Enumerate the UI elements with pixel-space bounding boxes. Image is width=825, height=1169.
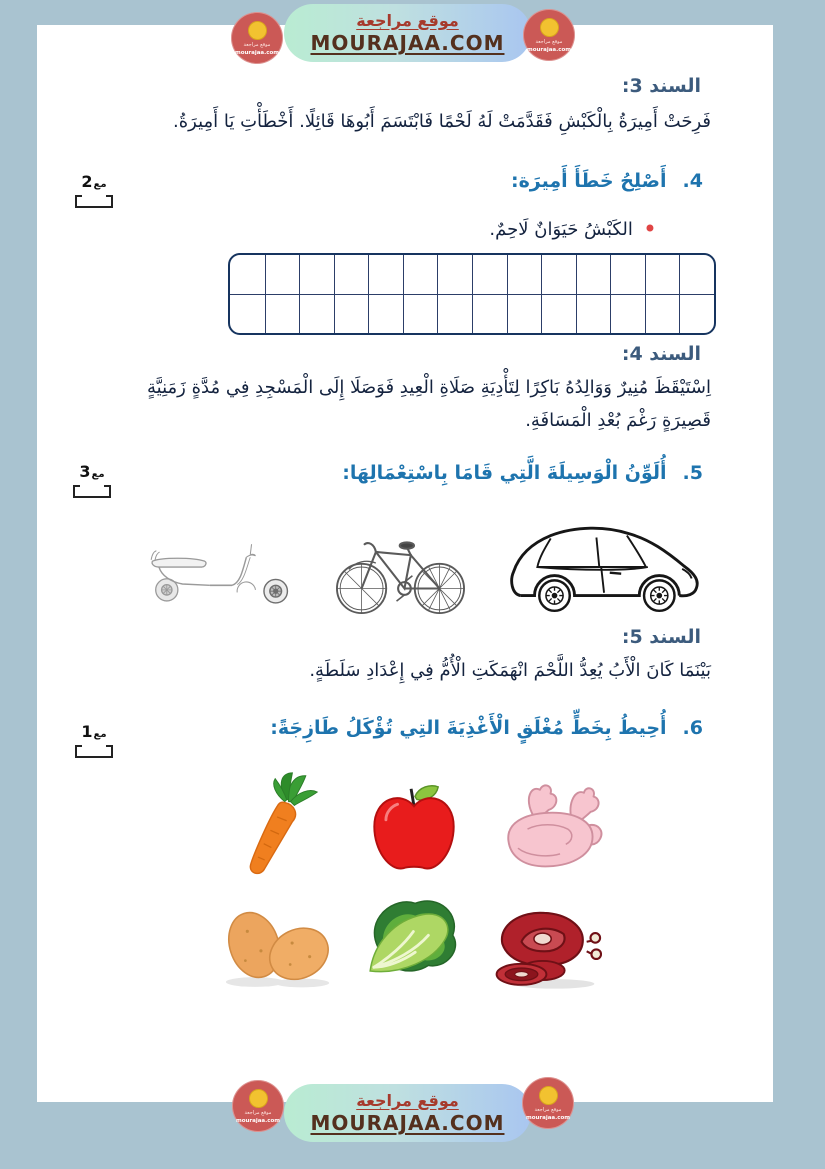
grid-cell[interactable]	[472, 255, 507, 294]
marks-box	[73, 485, 111, 498]
marks-box	[75, 745, 113, 758]
question6-prompt: أُحِيطُ بِخَطٍّ مُغْلَقٍ الْأَغْذِيَةَ التِي تُؤْكَلُ طَازِجَةً:	[270, 717, 667, 739]
grid-cell[interactable]	[679, 294, 714, 333]
badge-arabic-label: موقع مراجعة	[244, 1109, 272, 1116]
grid-cell[interactable]	[610, 294, 645, 333]
raw-chicken-image[interactable]	[495, 780, 605, 880]
grid-cell[interactable]	[368, 255, 403, 294]
grid-cell[interactable]	[265, 255, 300, 294]
site-domain-link[interactable]: MOURAJAA.COM	[310, 1110, 505, 1135]
grid-cell[interactable]	[230, 255, 265, 294]
marks-value: 2	[81, 172, 93, 191]
site-banner-header	[284, 4, 531, 62]
potatoes-image[interactable]	[222, 900, 334, 990]
sanad4-text: اِسْتَيْقَظَ مُنِيرٌ وَوَالِدُهُ بَاكِرًا لِتَأْدِيَةِ صَلَاةِ الْعِيدِ فَوَصَلَا إِلَى الْمَسْجِدِ فِي مُدَّةٍ زَمَنِيَّةٍ قَصِيرَةٍ رَغْمَ بُعْدِ الْمَسَافَةِ.	[147, 377, 711, 432]
site-badge-bottom-right	[522, 1077, 574, 1129]
book-logo-icon	[539, 1086, 558, 1105]
grid-cell[interactable]	[576, 294, 611, 333]
grid-cell[interactable]	[230, 294, 265, 333]
marks-value: 1	[81, 722, 93, 741]
apple-image[interactable]	[370, 783, 458, 875]
question5-marks	[73, 462, 111, 498]
site-banner-footer	[284, 1084, 531, 1142]
question4-heading	[511, 170, 703, 192]
question4-marks	[75, 172, 113, 208]
grid-cell[interactable]	[645, 294, 680, 333]
grid-cell[interactable]	[403, 294, 438, 333]
question6-number: 6.	[682, 717, 703, 739]
scooter-image[interactable]	[142, 517, 292, 621]
question5-heading	[342, 462, 703, 484]
lettuce-image[interactable]	[357, 891, 465, 989]
grid-cell[interactable]	[576, 255, 611, 294]
site-badge-top-right	[523, 9, 575, 61]
question5-prompt: أُلَوِّنُ الْوَسِيلَةَ الَّتِي قَامَا بِاسْتِعْمَالِهَا:	[342, 462, 667, 484]
grid-cell[interactable]	[368, 294, 403, 333]
site-badge-bottom-left	[232, 1080, 284, 1132]
sanad3-title: السند 3:	[621, 75, 701, 97]
grid-cell[interactable]	[265, 294, 300, 333]
question5-number: 5.	[682, 462, 703, 484]
book-logo-icon	[540, 18, 559, 37]
sanad5-title: السند 5:	[621, 626, 701, 648]
sanad5-text: بَيْنَمَا كَانَ الْأَبُ يُعِدُّ اللَّحْمَ انْهَمَكَتِ الْأُمُّ فِي إِعْدَادِ سَلَطَةٍ.	[309, 660, 711, 681]
car-image[interactable]	[505, 519, 705, 615]
grid-cell[interactable]	[437, 255, 472, 294]
badge-arabic-label: موقع مراجعة	[535, 38, 563, 45]
question6-heading	[270, 717, 703, 739]
grid-cell[interactable]	[299, 255, 334, 294]
question4-number: 4.	[682, 170, 703, 192]
marks-unit: مع	[93, 179, 107, 190]
sanad4-title: السند 4:	[621, 343, 701, 365]
grid-cell[interactable]	[507, 255, 542, 294]
grid-cell[interactable]	[679, 255, 714, 294]
grid-cell[interactable]	[507, 294, 542, 333]
badge-domain-label: mourajaa.com	[235, 1117, 281, 1124]
raw-meat-image[interactable]	[487, 901, 602, 993]
book-logo-icon	[248, 21, 267, 40]
marks-unit: مع	[91, 469, 105, 480]
bullet-icon: •	[642, 215, 657, 243]
grid-cell[interactable]	[403, 255, 438, 294]
badge-arabic-label: موقع مراجعة	[243, 41, 271, 48]
grid-cell[interactable]	[541, 255, 576, 294]
grid-cell[interactable]	[299, 294, 334, 333]
worksheet-page	[37, 10, 773, 1102]
bicycle-image[interactable]	[333, 522, 468, 620]
book-logo-icon	[249, 1089, 268, 1108]
badge-domain-label: mourajaa.com	[234, 49, 280, 56]
grid-cell[interactable]	[541, 294, 576, 333]
question4-item	[489, 217, 657, 241]
marks-unit: مع	[93, 729, 107, 740]
grid-cell[interactable]	[437, 294, 472, 333]
grid-cell[interactable]	[610, 255, 645, 294]
badge-domain-label: mourajaa.com	[525, 1114, 571, 1121]
question6-marks	[75, 722, 113, 758]
answer-grid[interactable]	[228, 253, 716, 335]
grid-cell[interactable]	[645, 255, 680, 294]
site-title-arabic-link[interactable]: موقع مراجعة	[356, 10, 459, 30]
grid-cell[interactable]	[334, 255, 369, 294]
question4-prompt: أَصْلِحُ خَطَأَ أَمِيرَة:	[510, 170, 667, 192]
grid-cell[interactable]	[334, 294, 369, 333]
site-domain-link[interactable]: MOURAJAA.COM	[310, 30, 505, 55]
site-badge-top-left	[231, 12, 283, 64]
badge-domain-label: mourajaa.com	[526, 46, 572, 53]
sanad3-text: فَرِحَتْ أَمِيرَةُ بِالْكَبْشِ فَقَدَّمَتْ لَهُ لَحْمًا فَابْتَسَمَ أَبُوهَا قَائِلًا. أَخْطَأْتِ يَا أَمِيرَةُ.	[172, 111, 711, 132]
badge-arabic-label: موقع مراجعة	[534, 1106, 562, 1113]
question4-item-text: الكَبْشُ حَيَوَانٌ لَاحِمٌ.	[489, 218, 633, 240]
marks-box	[75, 195, 113, 208]
marks-value: 3	[79, 462, 91, 481]
grid-cell[interactable]	[472, 294, 507, 333]
site-title-arabic-link[interactable]: موقع مراجعة	[356, 1090, 459, 1110]
carrot-image[interactable]	[237, 771, 322, 881]
